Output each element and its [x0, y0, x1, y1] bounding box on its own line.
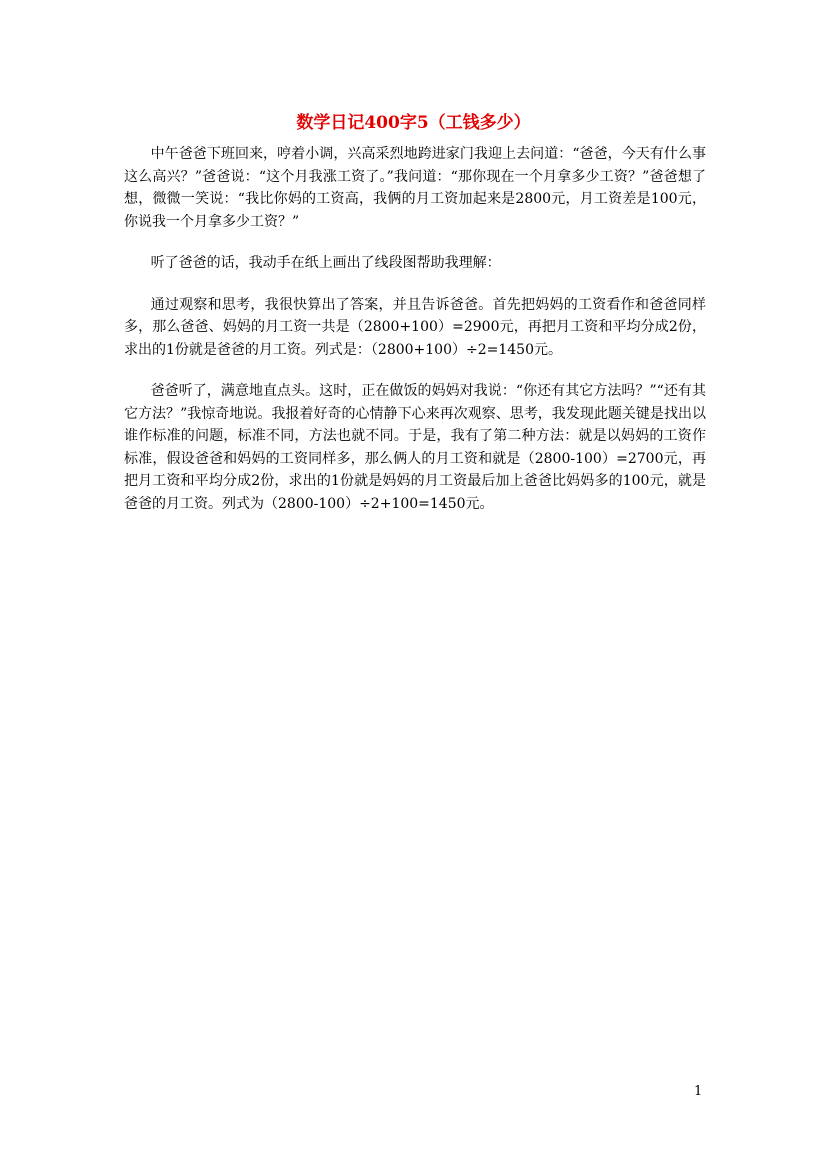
page-number: 1 [694, 1084, 703, 1099]
paragraph-4: 爸爸听了，满意地直点头。这时，正在做饭的妈妈对我说：“你还有其它方法吗？”“还有其它方法？”我惊奇地说。我报着好奇的心情静下心来再次观察、思考，我发现此题关键是找出以谁作标准的问题，标准不同，方法也就不同。于是，我有了第二种方法：就是以妈妈的工资作标准，假设爸爸和妈妈的工资同样多，那么俩人的月工资和就是（2800-100）=2700元，再把月工资和平均分成2份，求出的1份就是妈妈的月工资最后加上爸爸比妈妈多的100元，就是爸爸的月工资。列式为（2800-100）÷2+100=1450元。 [124, 383, 706, 512]
paragraph-1: 中午爸爸下班回来，哼着小调，兴高采烈地跨进家门我迎上去问道：“爸爸，今天有什么事这么高兴？”爸爸说：“这个月我涨工资了。”我问道：“那你现在一个月拿多少工资？”爸爸想了想，微微一笑说：“我比你妈的工资高，我俩的月工资加起来是2800元，月工资差是100元，你说我一个月拿多少工资？” [124, 146, 706, 230]
paragraph-2: 听了爸爸的话，我动手在纸上画出了线段图帮助我理解： [150, 255, 501, 271]
document-body [124, 143, 706, 515]
document-title: 数学日记400字5（工钱多少） [296, 113, 531, 133]
paragraph-3: 通过观察和思考，我很快算出了答案，并且告诉爸爸。首先把妈妈的工资看作和爸爸同样多，那么爸爸、妈妈的月工资一共是（2800+100）=2900元，再把月工资和平均分成2份，求出的1份就是爸爸的月工资。列式是：（2800+100）÷2=1450元。 [124, 296, 706, 358]
